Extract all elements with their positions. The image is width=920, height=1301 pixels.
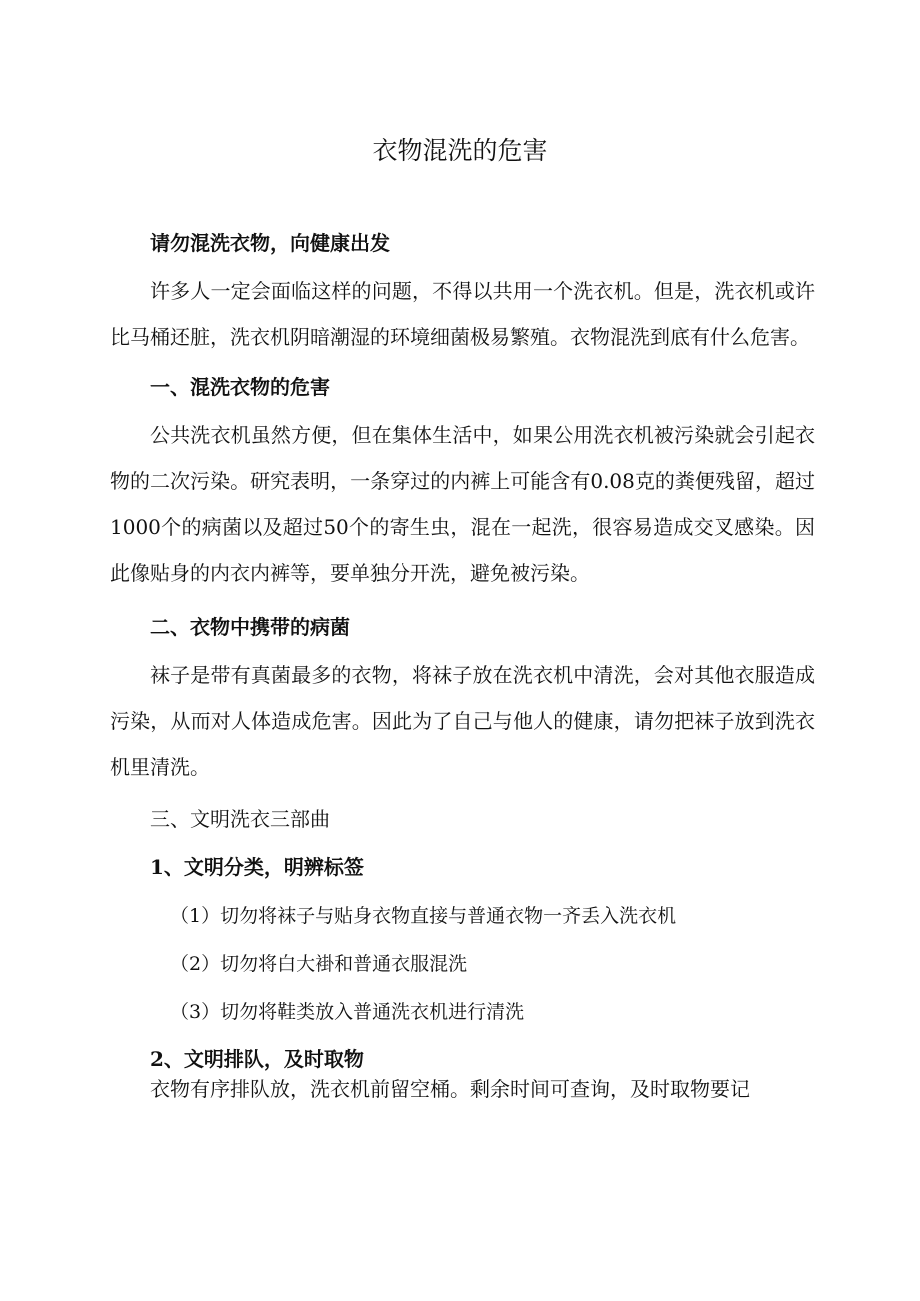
section1-paragraph: 公共洗衣机虽然方便，但在集体生活中，如果公用洗衣机被污染就会引起衣物的二次污染。研究表明，一条穿过的内裤上可能含有0.08克的粪便残留，超过1000个的病菌以及超过50个的寄生虫，混在一起洗，很容易造成交叉感染。因此像贴身的内衣内裤等，要单独分开洗，避免被污染。 [110,423,815,585]
list-item: （2）切勿将白大褂和普通衣服混洗 [170,953,468,975]
section3-sub2-paragraph: 衣物有序排队放，洗衣机前留空桶。剩余时间可查询，及时取物要记 [150,1077,750,1101]
section3-heading: 三、文明洗衣三部曲 [150,807,330,831]
document-title: 衣物混洗的危害 [372,136,548,165]
section2-paragraph: 袜子是带有真菌最多的衣物，将袜子放在洗衣机中清洗，会对其他衣服造成污染，从而对人体造成危害。因此为了自己与他人的健康，请勿把袜子放到洗衣机里清洗。 [110,663,815,779]
document-subtitle: 请勿混洗衣物，向健康出发 [150,231,390,255]
section1-heading: 一、混洗衣物的危害 [150,375,330,399]
section3-sub2-heading: 2、文明排队，及时取物 [150,1047,364,1071]
list-item: （3）切勿将鞋类放入普通洗衣机进行清洗 [170,1001,525,1023]
list-item: （1）切勿将袜子与贴身衣物直接与普通衣物一齐丢入洗衣机 [170,905,677,927]
section3-sub1-heading: 1、文明分类，明辨标签 [150,855,364,879]
section2-heading: 二、衣物中携带的病菌 [150,615,350,639]
intro-paragraph: 许多人一定会面临这样的问题，不得以共用一个洗衣机。但是，洗衣机或许比马桶还脏，洗衣机阴暗潮湿的环境细菌极易繁殖。衣物混洗到底有什么危害。 [110,279,815,349]
